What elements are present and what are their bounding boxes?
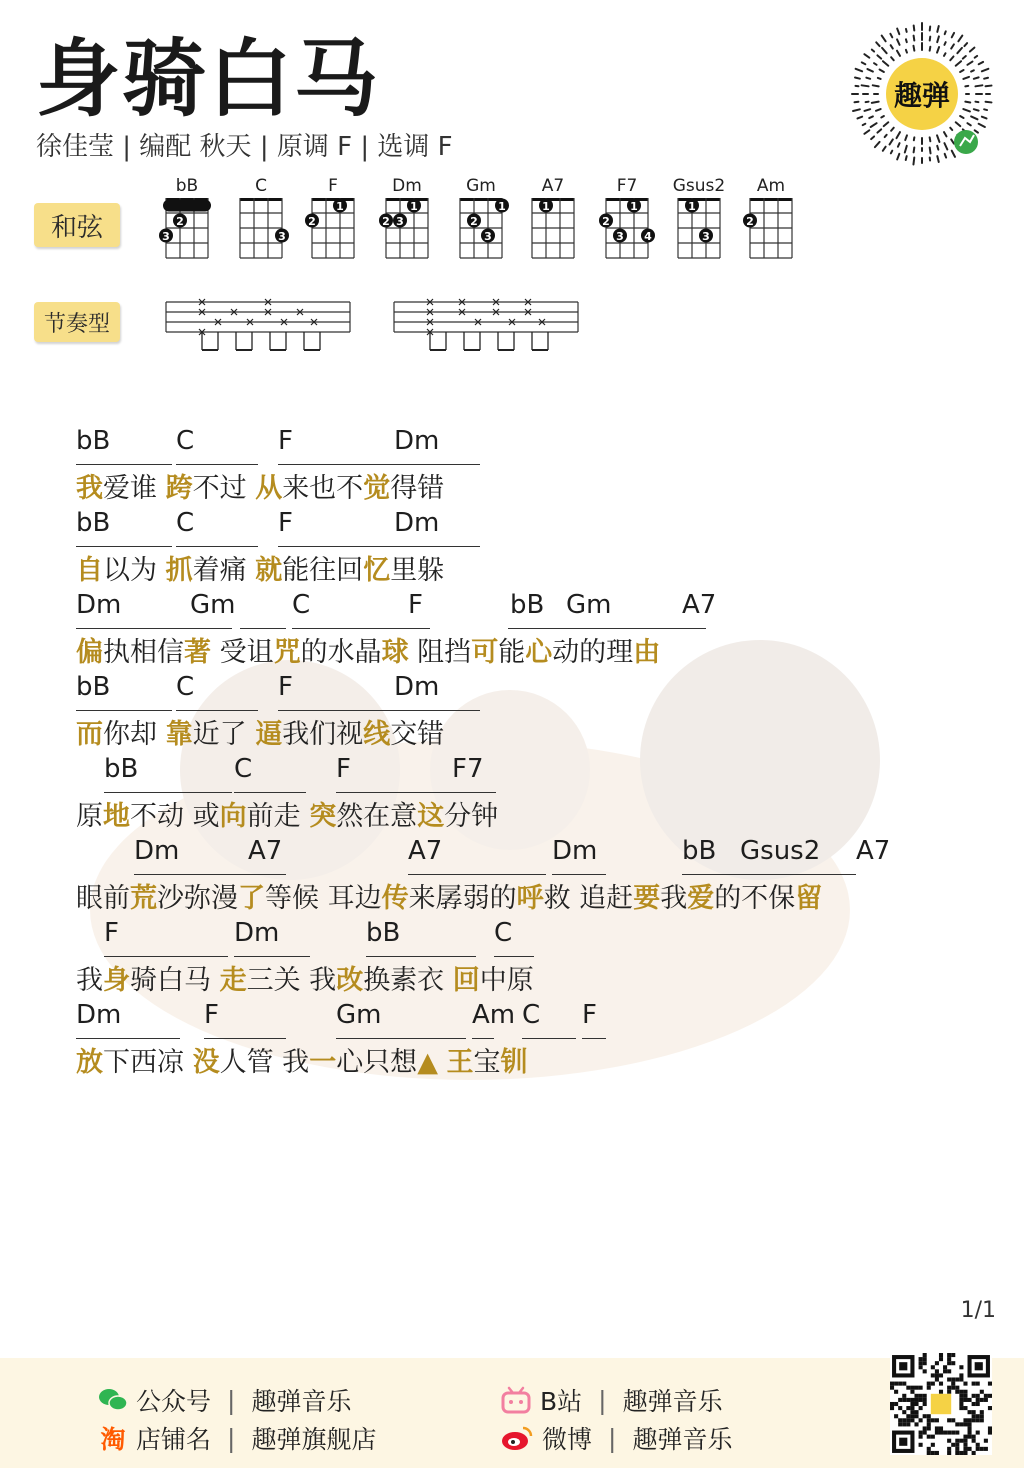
bilibili-item[interactable]: B站 | 趣弹音乐 bbox=[500, 1382, 723, 1418]
lyric-highlight: 身 bbox=[103, 965, 130, 996]
lyric-segment: 来也不 bbox=[282, 473, 364, 504]
chord-underline bbox=[76, 546, 172, 547]
lyric-highlight: 王 bbox=[446, 1047, 474, 1078]
chord-label: A7 bbox=[248, 836, 283, 866]
chord-label: bB bbox=[510, 590, 545, 620]
shop-value: 趣弹旗舰店 bbox=[251, 1425, 377, 1454]
chord-diagram-name: C bbox=[255, 176, 267, 196]
chord-underline bbox=[176, 464, 258, 465]
lyric-highlight: 觉 bbox=[363, 473, 391, 504]
chord-label: F bbox=[336, 754, 351, 784]
footer bbox=[0, 1358, 1024, 1468]
chord-label: A7 bbox=[856, 836, 891, 866]
lyric-segment: 受诅 bbox=[211, 637, 274, 668]
lyric-highlight: 而 bbox=[76, 719, 103, 750]
chord-underline bbox=[204, 1038, 286, 1039]
lyric-text bbox=[76, 466, 444, 505]
wechat-value: 趣弹音乐 bbox=[251, 1387, 352, 1416]
rhythm-tag: 节奏型 bbox=[34, 302, 120, 342]
lyric-segment: 我 bbox=[660, 883, 688, 914]
chord-label: C bbox=[176, 426, 195, 456]
chord-diagram bbox=[302, 176, 364, 266]
lyric-segment: 心只想 bbox=[336, 1047, 418, 1078]
lyric-highlight: 地 bbox=[103, 801, 130, 832]
lyric-highlight: 留 bbox=[795, 883, 823, 914]
lyric-highlight: 突 bbox=[309, 801, 337, 832]
chord-diagram bbox=[450, 176, 512, 266]
svg-text:3: 3 bbox=[162, 230, 170, 243]
lyric-highlight: 抓 bbox=[165, 555, 193, 586]
lyric-segment: 换素衣 bbox=[363, 965, 453, 996]
lyric-highlight: 偏 bbox=[76, 637, 103, 668]
chord-label: Dm bbox=[552, 836, 598, 866]
chord-label: bB bbox=[76, 672, 111, 702]
chord-diagram bbox=[740, 176, 802, 266]
chord-diagram bbox=[230, 176, 292, 266]
lyric-highlight: 呼 bbox=[516, 883, 544, 914]
chord-underline bbox=[740, 874, 856, 875]
chord-underline bbox=[394, 710, 480, 711]
weibo-item[interactable]: 微博 | 趣弹音乐 bbox=[500, 1420, 732, 1456]
svg-text:1: 1 bbox=[630, 200, 638, 213]
chord-underline bbox=[176, 546, 258, 547]
lyric-segment: 的不保 bbox=[714, 883, 796, 914]
lyric-segment: 近了 bbox=[192, 719, 256, 750]
svg-text:1: 1 bbox=[688, 200, 696, 213]
lyric-segment: 能往回 bbox=[282, 555, 364, 586]
lyric-segment: 动的理 bbox=[552, 637, 634, 668]
weibo-label: 微博 bbox=[542, 1425, 593, 1454]
chord-label: Gm bbox=[336, 1000, 382, 1030]
chord-label: bB bbox=[104, 754, 139, 784]
chord-underline bbox=[508, 628, 706, 629]
lyric-text bbox=[76, 630, 660, 669]
chord-label: Dm bbox=[394, 672, 440, 702]
chord-label: F bbox=[104, 918, 119, 948]
lyric-segment: 不动 或 bbox=[130, 801, 220, 832]
chord-label: Gm bbox=[566, 590, 612, 620]
chord-underline bbox=[292, 628, 430, 629]
svg-text:3: 3 bbox=[484, 230, 492, 243]
lyric-highlight: 向 bbox=[219, 801, 247, 832]
lyric-highlight: 这 bbox=[417, 801, 445, 832]
chord-underline bbox=[278, 546, 400, 547]
chord-label: A7 bbox=[408, 836, 443, 866]
chord-label: C bbox=[522, 1000, 541, 1030]
svg-text:2: 2 bbox=[746, 215, 754, 228]
lyric-line bbox=[76, 996, 976, 1078]
lyric-segment: 然在意 bbox=[336, 801, 418, 832]
mini-program-code[interactable] bbox=[846, 18, 998, 170]
lyric-line bbox=[76, 668, 976, 750]
lyric-highlight: 荒 bbox=[130, 883, 157, 914]
lyric-highlight: 放 bbox=[76, 1047, 103, 1078]
chord-label: C bbox=[292, 590, 311, 620]
bilibili-label: B站 bbox=[540, 1387, 583, 1416]
chord-label: F bbox=[582, 1000, 597, 1030]
shop-item[interactable]: 淘 店铺名 | 趣弹旗舰店 bbox=[98, 1420, 376, 1456]
chord-label: F bbox=[278, 672, 293, 702]
chord-underline bbox=[104, 956, 228, 957]
lyric-segment: 三关 我 bbox=[246, 965, 337, 996]
chord-underline bbox=[394, 464, 480, 465]
lyric-segment: 中原 bbox=[479, 965, 534, 996]
chord-label: C bbox=[176, 672, 195, 702]
chord-underline bbox=[366, 956, 476, 957]
svg-text:1: 1 bbox=[542, 200, 550, 213]
chord-underline bbox=[76, 628, 232, 629]
lyric-highlight: 忆 bbox=[363, 555, 391, 586]
lyric-segment: 阻挡 bbox=[408, 637, 472, 668]
chords-tag: 和弦 bbox=[34, 203, 120, 247]
chord-label: Dm bbox=[394, 508, 440, 538]
svg-text:2: 2 bbox=[382, 215, 390, 228]
wechat-item[interactable]: 公众号 | 趣弹音乐 bbox=[98, 1382, 351, 1418]
chord-underline bbox=[234, 792, 306, 793]
chord-diagram bbox=[596, 176, 658, 266]
chord-underline bbox=[552, 874, 606, 875]
chord-underline bbox=[76, 710, 172, 711]
lyric-segment: 不过 bbox=[192, 473, 256, 504]
lyric-line bbox=[76, 422, 976, 504]
chord-underline bbox=[240, 628, 286, 629]
lyric-text bbox=[76, 712, 444, 751]
svg-text:2: 2 bbox=[308, 215, 316, 228]
chord-diagram-name: Am bbox=[756, 176, 786, 196]
lyric-highlight: 钏 bbox=[500, 1047, 528, 1078]
chord-underline bbox=[134, 874, 248, 875]
chord-underline bbox=[76, 1038, 180, 1039]
svg-text:2: 2 bbox=[470, 215, 478, 228]
svg-text:3: 3 bbox=[396, 215, 404, 228]
lyric-highlight: 球 bbox=[381, 637, 409, 668]
lyric-highlight: 没 bbox=[192, 1047, 220, 1078]
weibo-icon bbox=[500, 1424, 534, 1452]
song-title: 身骑白马 bbox=[36, 30, 381, 128]
lyric-highlight: 咒 bbox=[273, 637, 301, 668]
lyric-highlight: 从 bbox=[255, 473, 283, 504]
lyric-segment: 骑白马 bbox=[130, 965, 220, 996]
lyric-segment: 救 追赶 bbox=[543, 883, 634, 914]
lyric-segment: 眼前 bbox=[76, 883, 130, 914]
lyric-highlight: 一 bbox=[309, 1047, 337, 1078]
chord-underline bbox=[278, 710, 400, 711]
lyric-segment: 人管 我 bbox=[219, 1047, 310, 1078]
chord-underline bbox=[336, 792, 452, 793]
chord-underline bbox=[76, 464, 172, 465]
svg-text:3: 3 bbox=[616, 230, 624, 243]
lyric-segment: 交错 bbox=[390, 719, 445, 750]
lyric-line bbox=[76, 914, 976, 996]
svg-text:2: 2 bbox=[176, 215, 184, 228]
lyric-highlight: ▲ bbox=[417, 1047, 438, 1078]
lyric-segment: 沙弥漫 bbox=[157, 883, 238, 914]
chord-label: Dm bbox=[394, 426, 440, 456]
lyric-line bbox=[76, 750, 976, 832]
chord-underline bbox=[472, 1038, 494, 1039]
svg-text:2: 2 bbox=[602, 215, 610, 228]
lyric-segment: 的水晶 bbox=[300, 637, 382, 668]
lyric-segment: 我们视 bbox=[282, 719, 364, 750]
badge-text: 趣弹 bbox=[893, 79, 951, 112]
lyric-text bbox=[76, 958, 534, 997]
lyric-segment: 爱谁 bbox=[103, 473, 166, 504]
lyric-highlight: 心 bbox=[525, 637, 553, 668]
chord-label: Dm bbox=[76, 590, 122, 620]
lyric-highlight: 我 bbox=[76, 473, 103, 504]
chord-underline bbox=[234, 956, 310, 957]
chord-underline bbox=[248, 874, 286, 875]
lyric-segment: 能 bbox=[498, 637, 526, 668]
chord-diagram-name: Gm bbox=[466, 176, 496, 196]
lyric-highlight: 可 bbox=[471, 637, 499, 668]
chord-label: C bbox=[494, 918, 513, 948]
svg-text:1: 1 bbox=[410, 200, 418, 213]
lyric-line bbox=[76, 586, 976, 668]
chord-sheet bbox=[76, 422, 976, 1078]
chord-label: Am bbox=[472, 1000, 516, 1030]
svg-text:3: 3 bbox=[278, 230, 286, 243]
song-subtitle: 徐佳莹 | 编配 秋天 | 原调 F | 选调 F bbox=[36, 132, 453, 162]
chord-underline bbox=[336, 1038, 466, 1039]
rhythm-pattern-2 bbox=[392, 294, 582, 354]
chord-label: C bbox=[176, 508, 195, 538]
chord-label: Gm bbox=[190, 590, 236, 620]
chord-diagram-name: A7 bbox=[541, 176, 565, 196]
chord-label: Dm bbox=[76, 1000, 122, 1030]
chord-underline bbox=[494, 956, 534, 957]
shop-label: 店铺名 bbox=[136, 1425, 212, 1454]
lyric-highlight: 由 bbox=[633, 637, 661, 668]
chord-diagram bbox=[522, 176, 584, 266]
lyric-highlight: 跨 bbox=[165, 473, 193, 504]
chord-diagram bbox=[156, 176, 218, 266]
chord-underline bbox=[522, 1038, 576, 1039]
lyric-segment: 原 bbox=[76, 801, 103, 832]
lyric-text bbox=[76, 794, 498, 833]
lyric-segment: 前走 bbox=[246, 801, 310, 832]
lyric-segment: 分钟 bbox=[444, 801, 499, 832]
chord-label: F bbox=[278, 426, 293, 456]
lyric-highlight: 逼 bbox=[255, 719, 283, 750]
lyric-segment: 着痛 bbox=[192, 555, 256, 586]
chord-underline bbox=[452, 792, 496, 793]
lyric-segment: 得错 bbox=[390, 473, 445, 504]
chord-label: bB bbox=[76, 508, 111, 538]
lyric-segment bbox=[438, 1047, 447, 1078]
lyric-highlight: 传 bbox=[381, 883, 409, 914]
taobao-icon: 淘 bbox=[100, 1425, 126, 1454]
page-number: 1/1 bbox=[960, 1298, 996, 1323]
chord-diagram-name: Dm bbox=[392, 176, 422, 196]
lyric-segment: 下西凉 bbox=[103, 1047, 193, 1078]
lyric-highlight: 要 bbox=[633, 883, 661, 914]
svg-text:1: 1 bbox=[336, 200, 344, 213]
lyric-highlight: 了 bbox=[238, 883, 265, 914]
chord-diagram-name: bB bbox=[175, 176, 199, 196]
lyric-highlight: 著 bbox=[184, 637, 211, 668]
chord-diagram-name: F7 bbox=[616, 176, 638, 196]
chord-label: A7 bbox=[682, 590, 717, 620]
lyric-segment: 等候 耳边 bbox=[265, 883, 382, 914]
lyric-line bbox=[76, 504, 976, 586]
svg-text:4: 4 bbox=[644, 230, 652, 243]
chord-label: F bbox=[278, 508, 293, 538]
chord-label: F7 bbox=[452, 754, 484, 784]
chord-underline bbox=[408, 874, 546, 875]
lyric-line bbox=[76, 832, 976, 914]
lyric-segment: 来孱弱的 bbox=[408, 883, 517, 914]
lyric-segment: 以为 bbox=[103, 555, 166, 586]
chord-underline bbox=[682, 874, 740, 875]
chord-underline bbox=[582, 1038, 606, 1039]
qr-code[interactable] bbox=[890, 1353, 992, 1455]
lyric-segment: 执相信 bbox=[103, 637, 184, 668]
weibo-value: 趣弹音乐 bbox=[632, 1425, 733, 1454]
lyric-highlight: 走 bbox=[219, 965, 247, 996]
bilibili-value: 趣弹音乐 bbox=[622, 1387, 723, 1416]
lyric-highlight: 靠 bbox=[165, 719, 193, 750]
chord-diagram bbox=[668, 176, 730, 266]
lyric-segment: 我 bbox=[76, 965, 103, 996]
lyric-highlight: 线 bbox=[363, 719, 391, 750]
chord-diagram-name: F bbox=[328, 176, 338, 196]
chord-diagram bbox=[376, 176, 438, 266]
chord-label: F bbox=[204, 1000, 219, 1030]
chord-label: bB bbox=[682, 836, 717, 866]
wechat-label: 公众号 bbox=[136, 1387, 212, 1416]
lyric-segment: 里躲 bbox=[390, 555, 445, 586]
lyric-text bbox=[76, 876, 822, 915]
lyric-segment: 你却 bbox=[103, 719, 166, 750]
lyric-highlight: 回 bbox=[452, 965, 480, 996]
rhythm-pattern-1 bbox=[164, 294, 354, 354]
chord-underline bbox=[278, 464, 400, 465]
svg-text:3: 3 bbox=[702, 230, 710, 243]
chord-label: Dm bbox=[234, 918, 280, 948]
wechat-icon bbox=[98, 1387, 128, 1413]
svg-text:1: 1 bbox=[498, 200, 506, 213]
lyric-text bbox=[76, 548, 444, 587]
chord-underline bbox=[176, 710, 258, 711]
lyric-highlight: 就 bbox=[255, 555, 283, 586]
chord-label: C bbox=[234, 754, 253, 784]
lyric-highlight: 改 bbox=[336, 965, 364, 996]
chord-label: bB bbox=[76, 426, 111, 456]
lyric-text bbox=[76, 1040, 528, 1079]
lyric-highlight: 爱 bbox=[687, 883, 715, 914]
chord-label: Dm bbox=[134, 836, 180, 866]
chord-label: F bbox=[408, 590, 423, 620]
chord-diagram-name: Gsus2 bbox=[672, 176, 726, 196]
bilibili-icon bbox=[500, 1386, 532, 1414]
chord-underline bbox=[394, 546, 480, 547]
chord-label: Gsus2 bbox=[740, 836, 821, 866]
chord-underline bbox=[104, 792, 232, 793]
lyric-segment: 宝 bbox=[473, 1047, 501, 1078]
lyric-highlight: 自 bbox=[76, 555, 103, 586]
chord-label: bB bbox=[366, 918, 401, 948]
